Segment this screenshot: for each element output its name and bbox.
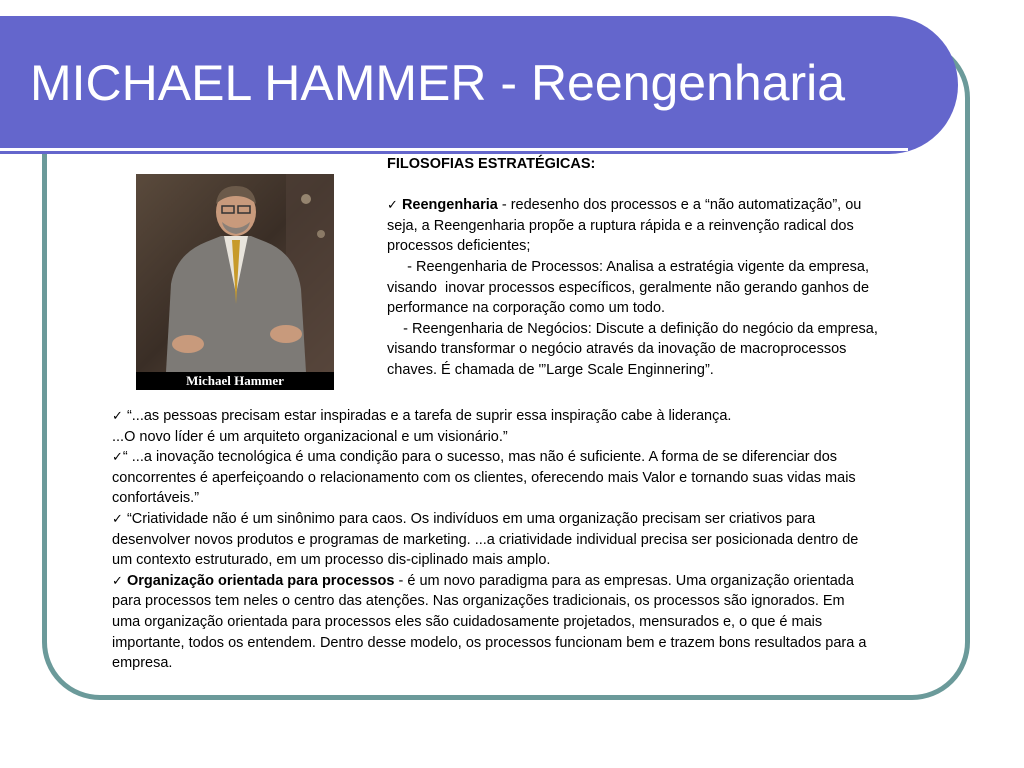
negocios-paragraph: - Reengenharia de Negócios: Discute a definição do negócio da empresa, visando transformar o negócio através da inovação de macroprocessos chaves. É chamada de '”Large Scale Enginnering”. [387,320,882,378]
checkmark-icon: ✓ [112,408,123,423]
title-bar [0,16,958,154]
inovacao-text: “ ...a inovação tecnológica é uma condição para o sucesso, mas não é suficiente. A forma de se diferenciar dos concorrentes é aperfeiçoando o relacionamento com os clientes, oferecendo mais Valor e tornando suas vidas mais confortáveis.” [112,449,856,507]
criatividade-paragraph [112,509,872,571]
lideranca-paragraph [112,406,872,447]
checkmark-icon: ✓ [112,449,123,465]
lideranca-text-2: ...O novo líder é um arquiteto organizacional e um visionário.” [112,428,508,445]
portrait-photo-icon [136,174,334,372]
organizacao-term: Organização orientada para processos [126,572,395,589]
slide-title: MICHAEL HAMMER - Reengenharia [30,55,846,111]
checkmark-icon: ✓ [387,197,398,213]
quotes-column [112,406,872,674]
criatividade-text: “Criatividade não é um sinônimo para caos. Os indivíduos em uma organização precisam ser criativos para desenvolver novos produtos e programas de marketing. ...a criatividade individual precisa ser posicionada dentro de um contexto estruturado, em um processo dis-ciplinado mais amplo. [112,510,859,569]
reengenharia-paragraph [387,195,892,257]
reengenharia-term: Reengenharia [401,197,498,214]
checkmark-icon: ✓ [112,572,123,588]
strategies-column [387,154,892,381]
lideranca-text-1: “...as pessoas precisam estar inspiradas e a tarefa de suprir essa inspiração cabe à liderança. [126,408,732,424]
section-heading: FILOSOFIAS ESTRATÉGICAS: [387,156,596,172]
speaker-photo [136,174,334,390]
organizacao-text: - é um novo paradigma para as empresas. Uma organização orientada para processos tem neles o centro das atenções. Nas organizações tradicionais, os processos são ignorados. Em uma organização orientada para processos eles são cuidadosamente projetados, mensurados e, o que é mais importante, todos os entendem. Dentro desse modelo, os processos funcionam bem e trazem bons resultados para a empresa. [112,572,867,672]
checkmark-icon: ✓ [112,510,123,526]
processos-paragraph: - Reengenharia de Processos: Analisa a estratégia vigente da empresa, visando inovar processos específicos, geralmente não gerando ganhos de performance na corporação como um todo. [387,258,874,317]
reengenharia-text: - redesenho dos processos e a “não automatização”, ou seja, a Reengenharia propõe a ruptura rápida e a reinvenção radical dos processos deficientes; [387,197,862,255]
title-underline [0,148,908,151]
photo-caption: Michael Hammer [136,372,334,390]
organizacao-paragraph [112,571,872,674]
inovacao-paragraph [112,447,872,509]
